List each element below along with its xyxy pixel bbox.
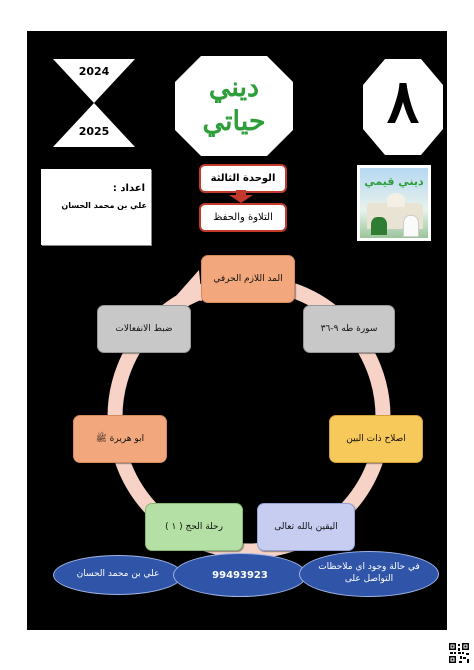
footer-note: في حالة وجود اي ملاحظات التواصل على <box>318 562 420 584</box>
footer-phone-oval <box>173 553 307 597</box>
cycle-item-4 <box>257 503 355 551</box>
unit-title: الوحدة الثالثة <box>199 164 287 193</box>
cycle-item-2 <box>303 305 395 353</box>
year-2025: 2025 <box>78 125 110 138</box>
prepared-author: علي بن محمد الحسان <box>61 201 147 210</box>
cycle-item-6-label: ابو هريرة ﷺ <box>95 434 145 444</box>
title-line-2: حياتي <box>202 106 266 137</box>
cycle-item-7-label: ضبط الانفعالات <box>115 324 173 334</box>
footer-phone: 99493923 <box>212 569 268 581</box>
book-title: ديني قيمي <box>364 175 424 188</box>
cycle-item-6 <box>73 415 167 463</box>
cycle-arrow-icon <box>176 270 202 301</box>
qr-code-icon <box>448 642 470 664</box>
cycle-item-3-label: اصلاح ذات البين <box>346 434 406 444</box>
grade-number: ٨ <box>386 67 420 137</box>
cycle-item-5-label: رحلة الحج ( ١ ) <box>165 522 223 532</box>
footer-author-oval <box>53 555 183 595</box>
cycle-item-4-label: اليقين بالله تعالى <box>274 522 338 532</box>
footer-author: علي بن محمد الحسان <box>76 569 160 580</box>
cycle-item-5 <box>145 503 243 551</box>
cycle-item-1 <box>201 255 295 303</box>
cycle-item-7 <box>97 305 191 353</box>
poster <box>27 31 447 630</box>
prepared-label: اعداد : <box>112 183 145 194</box>
unit-subtitle: التلاوة والحفظ <box>199 203 287 232</box>
footer-note-oval <box>299 551 439 597</box>
cycle-item-1-label: المد اللازم الحرفي <box>213 274 283 284</box>
year-2024: 2024 <box>78 65 110 78</box>
cycle-item-2-label: سورة طه ٩-٣٦ <box>320 324 378 334</box>
cycle-item-3 <box>329 415 423 463</box>
title-line-1: ديني <box>208 72 260 103</box>
